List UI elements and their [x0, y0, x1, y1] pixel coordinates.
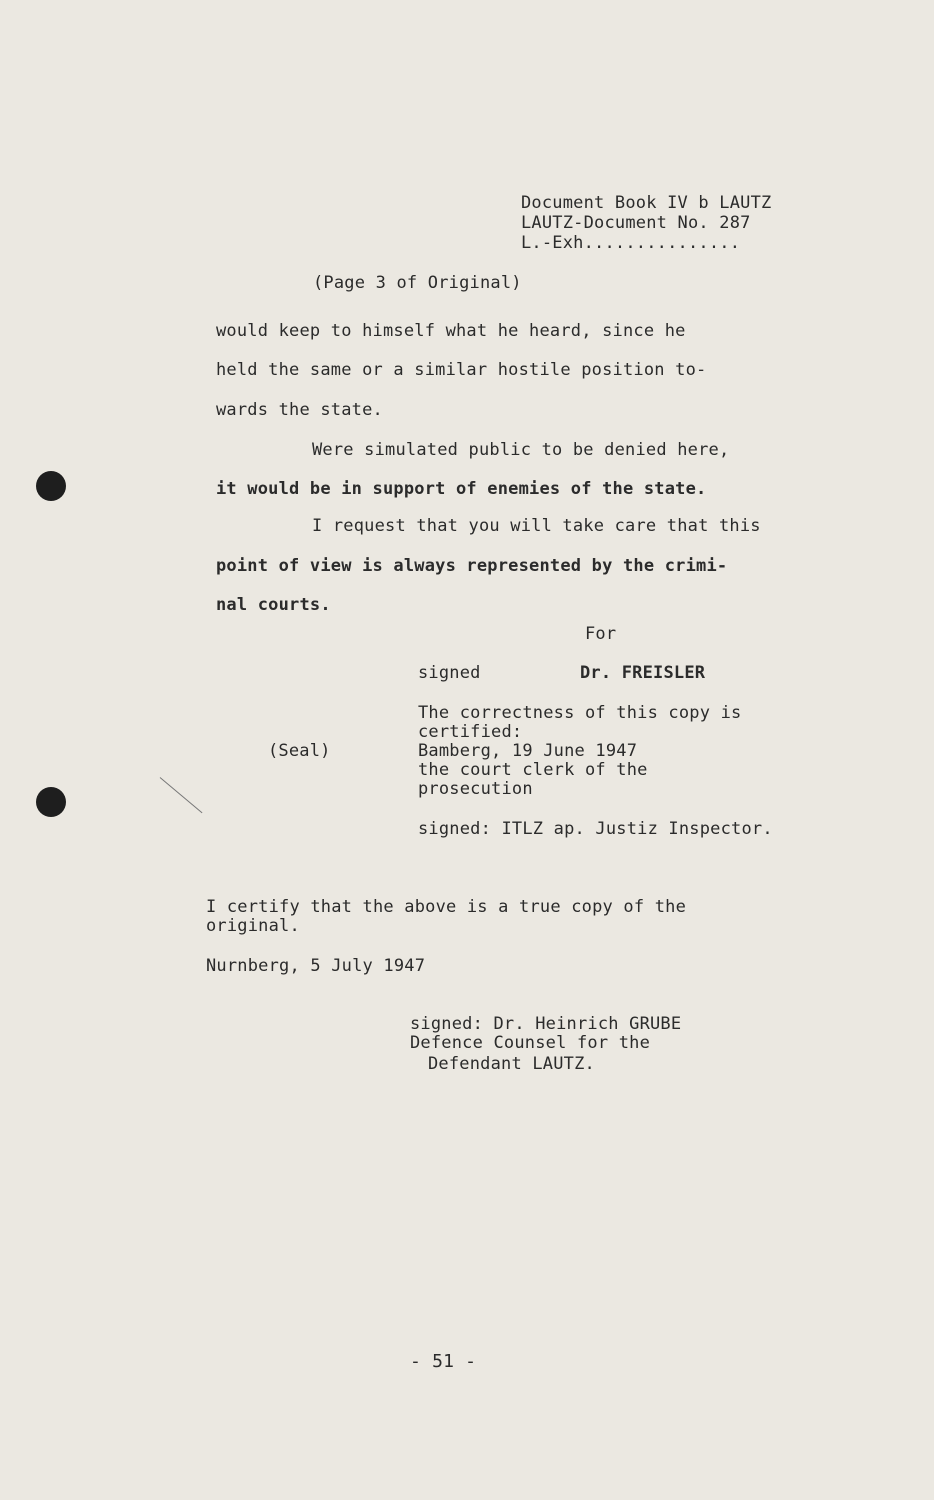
signature-line: Defence Counsel for the: [410, 1033, 651, 1053]
seal-label: (Seal): [268, 741, 331, 761]
body-line: nal courts.: [216, 595, 331, 615]
header-exhibit: L.-Exh...............: [521, 233, 741, 253]
header-document-book: Document Book IV b LAUTZ: [521, 193, 772, 213]
signed-label: signed: [418, 663, 481, 683]
true-copy-certification: original.: [206, 916, 300, 936]
body-line: point of view is always represented by the crimi-: [216, 556, 728, 576]
body-line: it would be in support of enemies of the state.: [216, 479, 707, 499]
certification-line: The correctness of this copy is: [418, 703, 742, 723]
page-number: - 51 -: [410, 1351, 477, 1372]
body-line: wards the state.: [216, 400, 383, 420]
body-line: Were simulated public to be denied here,: [312, 440, 730, 460]
body-line: held the same or a similar hostile position to-: [216, 360, 707, 380]
body-line: would keep to himself what he heard, since he: [216, 321, 686, 341]
true-copy-certification: I certify that the above is a true copy of the: [206, 897, 687, 917]
signature-line: signed: Dr. Heinrich GRUBE: [410, 1014, 682, 1034]
punch-hole-bottom: [36, 787, 66, 817]
for-label: For: [585, 624, 617, 644]
signatory-name: Dr. FREISLER: [580, 663, 706, 683]
page-reference: (Page 3 of Original): [313, 273, 522, 293]
signed-inspector: signed: ITLZ ap. Justiz Inspector.: [418, 819, 773, 839]
certification-line: certified:: [418, 722, 523, 742]
place-date: Nurnberg, 5 July 1947: [206, 956, 426, 976]
header-document-number: LAUTZ-Document No. 287: [521, 213, 751, 233]
stray-mark: [160, 777, 203, 813]
certification-line: Bamberg, 19 June 1947: [418, 741, 638, 761]
body-line: I request that you will take care that this: [312, 516, 761, 536]
signature-line: Defendant LAUTZ.: [428, 1054, 595, 1074]
certification-line: the court clerk of the: [418, 760, 648, 780]
punch-hole-top: [36, 471, 66, 501]
certification-line: prosecution: [418, 779, 533, 799]
